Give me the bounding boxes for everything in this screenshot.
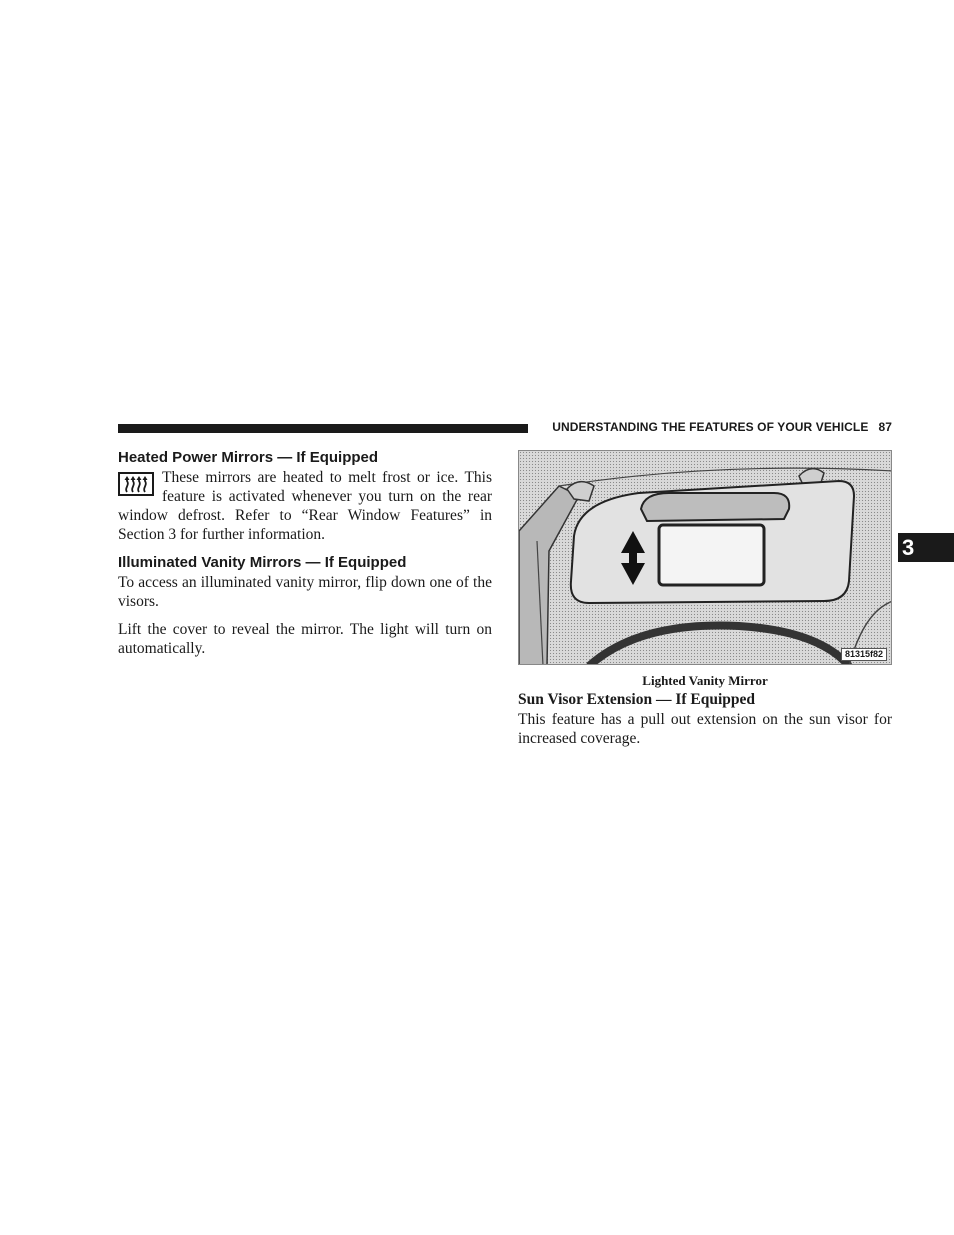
- sun-visor-text: This feature has a pull out extension on the sun visor for increased coverage.: [518, 711, 892, 747]
- vanity-mirrors-heading: Illuminated Vanity Mirrors — If Equipped: [118, 554, 407, 571]
- vanity-mirror-drawing: [519, 451, 892, 665]
- left-column: [118, 448, 492, 658]
- chapter-tab: 3: [898, 533, 954, 562]
- vanity-mirrors-text-1: To access an illuminated vanity mirror, flip down one of the visors.: [118, 574, 492, 610]
- figure-caption: Lighted Vanity Mirror: [642, 673, 768, 688]
- heated-mirrors-heading: Heated Power Mirrors — If Equipped: [118, 449, 379, 466]
- page-number: 87: [878, 420, 892, 434]
- figure-id-label: 81315f82: [841, 648, 887, 661]
- sun-visor-heading: Sun Visor Extension — If Equipped: [518, 691, 756, 708]
- vanity-mirror-illustration: [518, 450, 892, 665]
- right-column: [518, 450, 892, 748]
- heated-mirrors-text: These mirrors are heated to melt frost or ice. This feature is activated whenever you turn on the rear window defrost. Refer to “Rear Window Features” in Section 3 for further information.: [118, 469, 492, 543]
- header-rule: [118, 424, 528, 433]
- rear-defrost-icon: [118, 472, 154, 496]
- vanity-mirrors-text-2: Lift the cover to reveal the mirror. The light will turn on automatically.: [118, 621, 492, 657]
- heated-mirrors-block: [118, 468, 492, 544]
- running-header: [538, 420, 892, 434]
- header-title: UNDERSTANDING THE FEATURES OF YOUR VEHICLE: [552, 420, 869, 434]
